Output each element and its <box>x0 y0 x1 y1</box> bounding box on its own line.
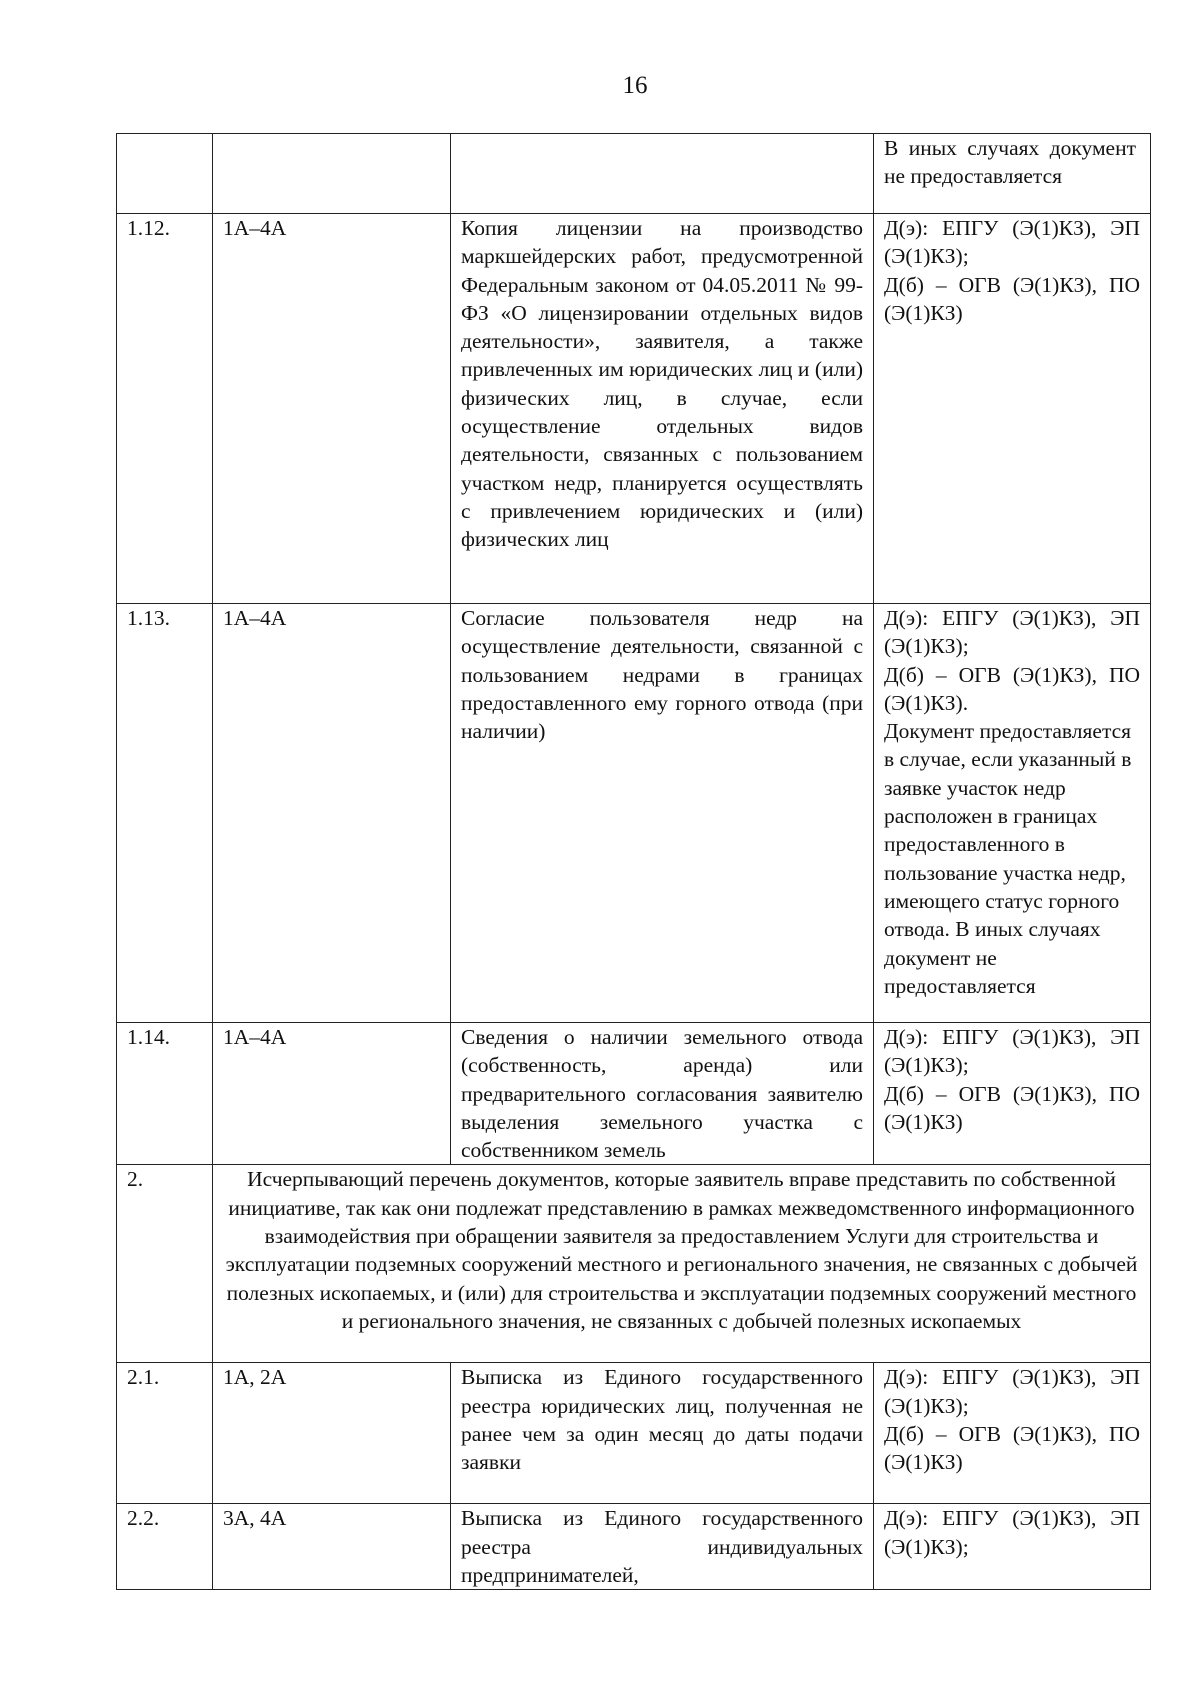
row-number: 1.13. <box>117 604 213 1023</box>
row-number: 2.2. <box>117 1504 213 1590</box>
applicant-category: 1А–4А <box>213 604 451 1023</box>
table-row <box>117 604 1151 1023</box>
table-row <box>117 1363 1151 1504</box>
applicant-category: 1А–4А <box>213 1023 451 1165</box>
section-number: 2. <box>117 1165 213 1363</box>
row-number: 2.1. <box>117 1363 213 1504</box>
table-row <box>117 1023 1151 1165</box>
submission-line: Д(э): ЕПГУ (Э(1)КЗ), ЭП (Э(1)КЗ); <box>884 216 1140 269</box>
submission-line: Д(б) – ОГВ (Э(1)КЗ), ПО (Э(1)КЗ) <box>884 272 1140 325</box>
submission-method <box>874 1363 1151 1504</box>
document-description: Выписка из Единого государственного реестра индивидуальных предпринимателей, <box>451 1504 874 1590</box>
submission-method: В иных случаях документ не предоставляется <box>874 134 1151 214</box>
submission-method <box>874 214 1151 604</box>
row-number <box>117 134 213 214</box>
submission-method <box>874 1023 1151 1165</box>
submission-line: Д(б) – ОГВ (Э(1)КЗ), ПО (Э(1)КЗ) <box>884 1081 1140 1134</box>
documents-table <box>116 133 1151 1590</box>
document-description: Сведения о наличии земельного отвода (собственность, аренда) или предварительного согласования заявителю выделения земельного участка с собственником земель <box>451 1023 874 1165</box>
submission-note: Документ предоставляется в случае, если указанный в заявке участок недр расположен в границах предоставленного в пользование участка недр, имеющего статус горного отвода. В иных случаях документ не предоставляется <box>884 719 1132 998</box>
submission-line: Д(б) – ОГВ (Э(1)КЗ), ПО (Э(1)КЗ) <box>884 1422 1140 1475</box>
row-number: 1.12. <box>117 214 213 604</box>
submission-line: Д(э): ЕПГУ (Э(1)КЗ), ЭП (Э(1)КЗ); <box>884 1025 1140 1078</box>
table-row <box>117 214 1151 604</box>
page-number: 16 <box>622 72 648 99</box>
document-description: Выписка из Единого государственного реестра юридических лиц, полученная не ранее чем за один месяц до даты подачи заявки <box>451 1363 874 1504</box>
document-description <box>451 134 874 214</box>
applicant-category: 1А, 2А <box>213 1363 451 1504</box>
applicant-category: 1А–4А <box>213 214 451 604</box>
submission-method <box>874 604 1151 1023</box>
submission-line: Д(э): ЕПГУ (Э(1)КЗ), ЭП (Э(1)КЗ); <box>884 1506 1140 1559</box>
document-description: Копия лицензии на производство маркшейдерских работ, предусмотренной Федеральным законом от 04.05.2011 № 99-ФЗ «О лицензировании отдельных видов деятельности», заявителя, а также привлеченных им юридических лиц и (или) физических лиц, в случае, если осуществление отдельных видов деятельности, связанных с пользованием участком недр, планируется осуществлять с привлечением юридических и (или) физических лиц <box>451 214 874 604</box>
applicant-category: 3А, 4А <box>213 1504 451 1590</box>
document-description: Согласие пользователя недр на осуществление деятельности, связанной с пользованием недрами в границах предоставленного ему горного отвода (при наличии) <box>451 604 874 1023</box>
section-row <box>117 1165 1151 1363</box>
applicant-category <box>213 134 451 214</box>
submission-line: Д(э): ЕПГУ (Э(1)КЗ), ЭП (Э(1)КЗ); <box>884 1365 1140 1418</box>
table-row <box>117 1504 1151 1590</box>
table-row <box>117 134 1151 214</box>
submission-line: Д(э): ЕПГУ (Э(1)КЗ), ЭП (Э(1)КЗ); <box>884 606 1140 659</box>
submission-method <box>874 1504 1151 1590</box>
section-title: Исчерпывающий перечень документов, которые заявитель вправе представить по собственной инициативе, так как они подлежат представлению в рамках межведомственного информационного взаимодействия при обращении заявителя за предоставлением Услуги для строительства и эксплуатации подземных сооружений местного и регионального значения, не связанных с добычей полезных ископаемых, и (или) для строительства и эксплуатации подземных сооружений местного и регионального значения, не связанных с добычей полезных ископаемых <box>213 1165 1151 1363</box>
row-number: 1.14. <box>117 1023 213 1165</box>
submission-line: Д(б) – ОГВ (Э(1)КЗ), ПО (Э(1)КЗ). <box>884 662 1140 715</box>
